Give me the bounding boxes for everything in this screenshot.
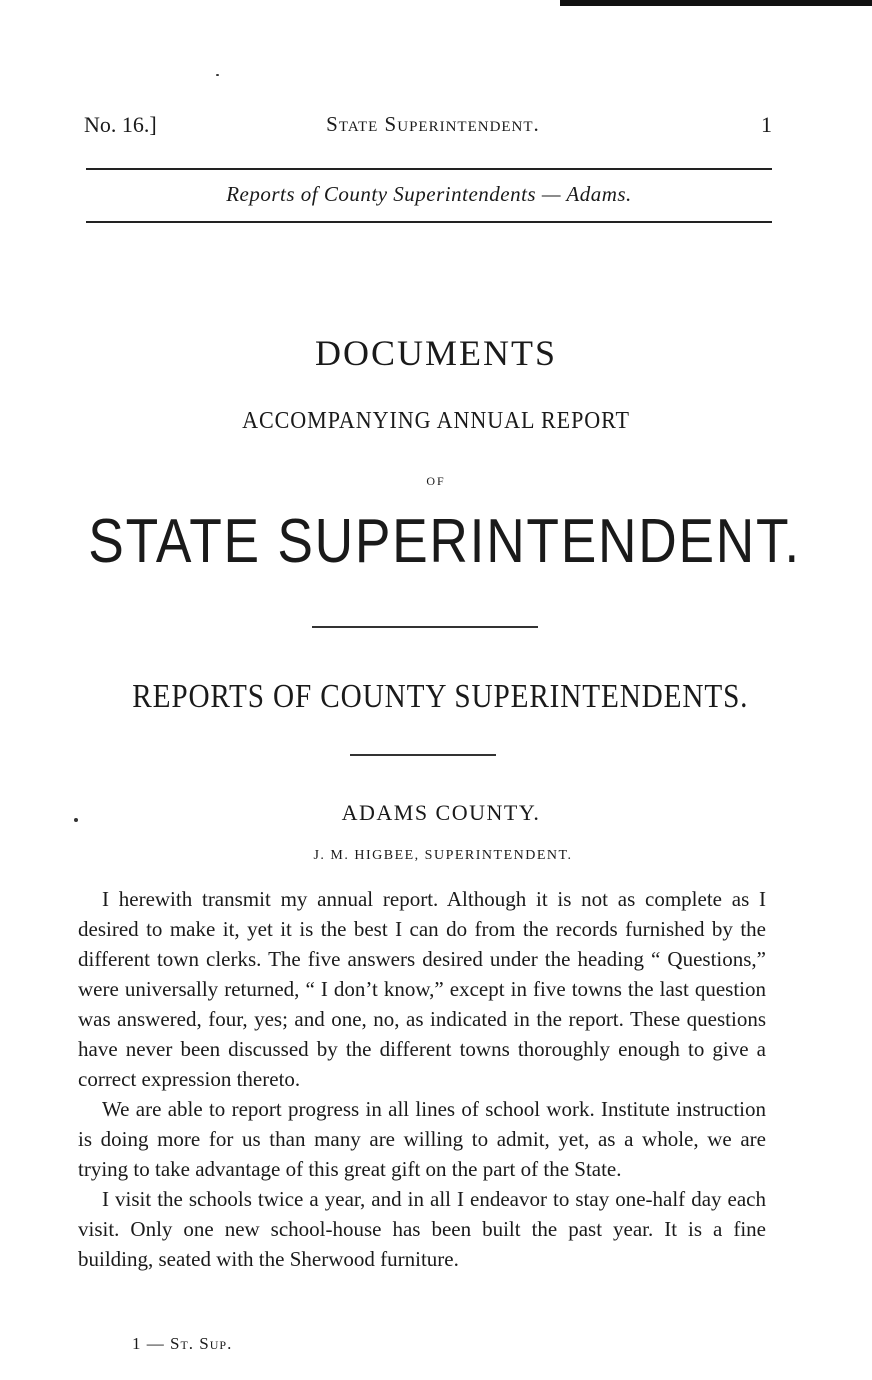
running-head-title: State Superintendent. bbox=[326, 112, 540, 136]
signature-mark bbox=[132, 1334, 232, 1354]
reports-heading: REPORTS OF COUNTY SUPERINTENDENTS. bbox=[132, 678, 749, 715]
accompanying-heading: ACCOMPANYING ANNUAL REPORT bbox=[242, 408, 630, 434]
document-number: No. 16.] bbox=[84, 112, 157, 137]
page-number: 1 bbox=[761, 112, 772, 137]
header-rule-bottom bbox=[86, 221, 772, 223]
documents-heading: DOCUMENTS bbox=[314, 333, 557, 373]
report-body bbox=[78, 884, 766, 1274]
ink-speck bbox=[74, 818, 78, 822]
header-rule-top bbox=[86, 168, 772, 170]
paragraph-1: I herewith transmit my annual report. Although it is not as complete as I desired to make it, yet it is the best I can do from the records furnished by the different town clerks. The five answers desired under the heading “ Questions,” were universally returned, “ I don’t know,” except in five towns the last question was answered, four, yes; and one, no, as indicated in the report. These questions have never been discussed by the different towns thoroughly enough to give a correct expression thereto. bbox=[78, 887, 766, 1091]
paragraph-3: I visit the schools twice a year, and in all I endeavor to stay one-half day each visit. Only one new school-house has been built the past year. It is a fine building, seated with the Sherwood furniture. bbox=[78, 1187, 766, 1271]
signature-number: 1 — bbox=[132, 1334, 170, 1353]
section-subhead: Reports of County Superintendents — Adams. bbox=[226, 182, 632, 206]
state-superintendent-title: STATE SUPERINTENDENT. bbox=[88, 507, 801, 576]
county-heading: ADAMS COUNTY. bbox=[341, 800, 541, 825]
superintendent-byline: J. M. HIGBEE, SUPERINTENDENT. bbox=[313, 848, 573, 863]
of-heading: OF bbox=[426, 474, 446, 488]
title-divider bbox=[312, 626, 538, 628]
running-head bbox=[84, 112, 772, 140]
section-divider bbox=[350, 754, 496, 756]
page-top-edge bbox=[560, 0, 872, 6]
ink-speck bbox=[216, 74, 219, 76]
paragraph-2: We are able to report progress in all lines of school work. Institute instruction is doing more for us than many are willing to admit, yet, as a whole, we are trying to take advantage of this great gift on the part of the State. bbox=[78, 1097, 766, 1181]
signature-abbrev: St. Sup. bbox=[170, 1334, 233, 1353]
